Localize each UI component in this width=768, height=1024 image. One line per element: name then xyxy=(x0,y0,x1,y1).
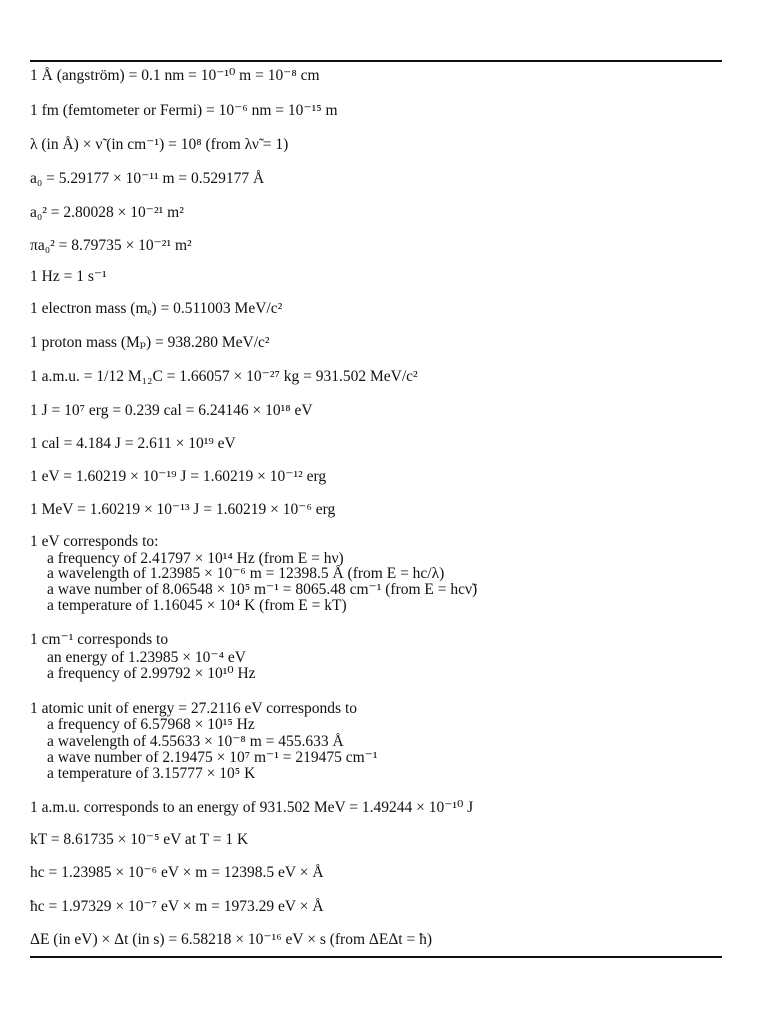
au-frequency: a frequency of 6.57968 × 10¹⁵ Hz xyxy=(47,716,255,733)
cm-energy: an energy of 1.23985 × 10⁻⁴ eV xyxy=(47,649,246,666)
cm-frequency: a frequency of 2.99792 × 10¹⁰ Hz xyxy=(47,665,256,682)
amu-energy: 1 a.m.u. corresponds to an energy of 931.502 MeV = 1.49244 × 10⁻¹⁰ J xyxy=(30,799,474,816)
boltzmann-kt: kT = 8.61735 × 10⁻⁵ eV at T = 1 K xyxy=(30,831,249,848)
hertz-definition: 1 Hz = 1 s⁻¹ xyxy=(30,268,107,285)
top-rule xyxy=(30,60,722,62)
au-temperature: a temperature of 3.15777 × 10⁵ K xyxy=(47,765,256,782)
electronvolt-conversion: 1 eV = 1.60219 × 10⁻¹⁹ J = 1.60219 × 10⁻¹² erg xyxy=(30,468,327,485)
wavelength-wavenumber-relation: λ (in Å) × ν̃ (in cm⁻¹) = 10⁸ (from λν̃ = 1) xyxy=(30,136,289,153)
ev-block-heading: 1 eV corresponds to: xyxy=(30,533,159,550)
au-wave-number: a wave number of 2.19475 × 10⁷ m⁻¹ = 219475 cm⁻¹ xyxy=(47,749,378,766)
femtometer-conversion: 1 fm (femtometer or Fermi) = 10⁻⁶ nm = 10⁻¹⁵ m xyxy=(30,102,338,119)
hc-constant: hc = 1.23985 × 10⁻⁶ eV × m = 12398.5 eV × Å xyxy=(30,864,324,881)
energy-time-uncertainty: ΔE (in eV) × Δt (in s) = 6.58218 × 10⁻¹⁶ eV × s (from ΔEΔt = ħ) xyxy=(30,931,433,948)
bohr-radius-squared: a₀² = 2.80028 × 10⁻²¹ m² xyxy=(30,204,184,221)
cm-block-heading: 1 cm⁻¹ corresponds to xyxy=(30,631,169,648)
ev-wave-number: a wave number of 8.06548 × 10⁵ m⁻¹ = 8065.48 cm⁻¹ (from E = hcν̃) xyxy=(47,581,478,598)
electron-mass: 1 electron mass (mₑ) = 0.511003 MeV/c² xyxy=(30,300,283,317)
joule-conversion: 1 J = 10⁷ erg = 0.239 cal = 6.24146 × 10¹⁸ eV xyxy=(30,402,313,419)
ev-wavelength: a wavelength of 1.23985 × 10⁻⁶ m = 12398.5 Å (from E = hc/λ) xyxy=(47,565,445,582)
calorie-conversion: 1 cal = 4.184 J = 2.611 × 10¹⁹ eV xyxy=(30,435,236,452)
bottom-rule xyxy=(30,956,722,958)
bohr-radius: a₀ = 5.29177 × 10⁻¹¹ m = 0.529177 Å xyxy=(30,170,265,187)
ev-temperature: a temperature of 1.16045 × 10⁴ K (from E = kT) xyxy=(47,597,347,614)
au-block-heading: 1 atomic unit of energy = 27.2116 eV corresponds to xyxy=(30,700,358,717)
angstrom-conversion: 1 Å (angström) = 0.1 nm = 10⁻¹⁰ m = 10⁻⁸ cm xyxy=(30,67,320,84)
hbar-c-constant: ħc = 1.97329 × 10⁻⁷ eV × m = 1973.29 eV × Å xyxy=(30,898,324,915)
proton-mass: 1 proton mass (Mₚ) = 938.280 MeV/c² xyxy=(30,334,270,351)
pi-bohr-radius-squared: πa₀² = 8.79735 × 10⁻²¹ m² xyxy=(30,237,192,254)
amu-definition: 1 a.m.u. = 1/12 M₁₂C = 1.66057 × 10⁻²⁷ kg = 931.502 MeV/c² xyxy=(30,368,418,385)
ev-frequency: a frequency of 2.41797 × 10¹⁴ Hz (from E = hν) xyxy=(47,550,344,567)
au-wavelength: a wavelength of 4.55633 × 10⁻⁸ m = 455.633 Å xyxy=(47,733,344,750)
megaelectronvolt-conversion: 1 MeV = 1.60219 × 10⁻¹³ J = 1.60219 × 10⁻⁶ erg xyxy=(30,501,336,518)
